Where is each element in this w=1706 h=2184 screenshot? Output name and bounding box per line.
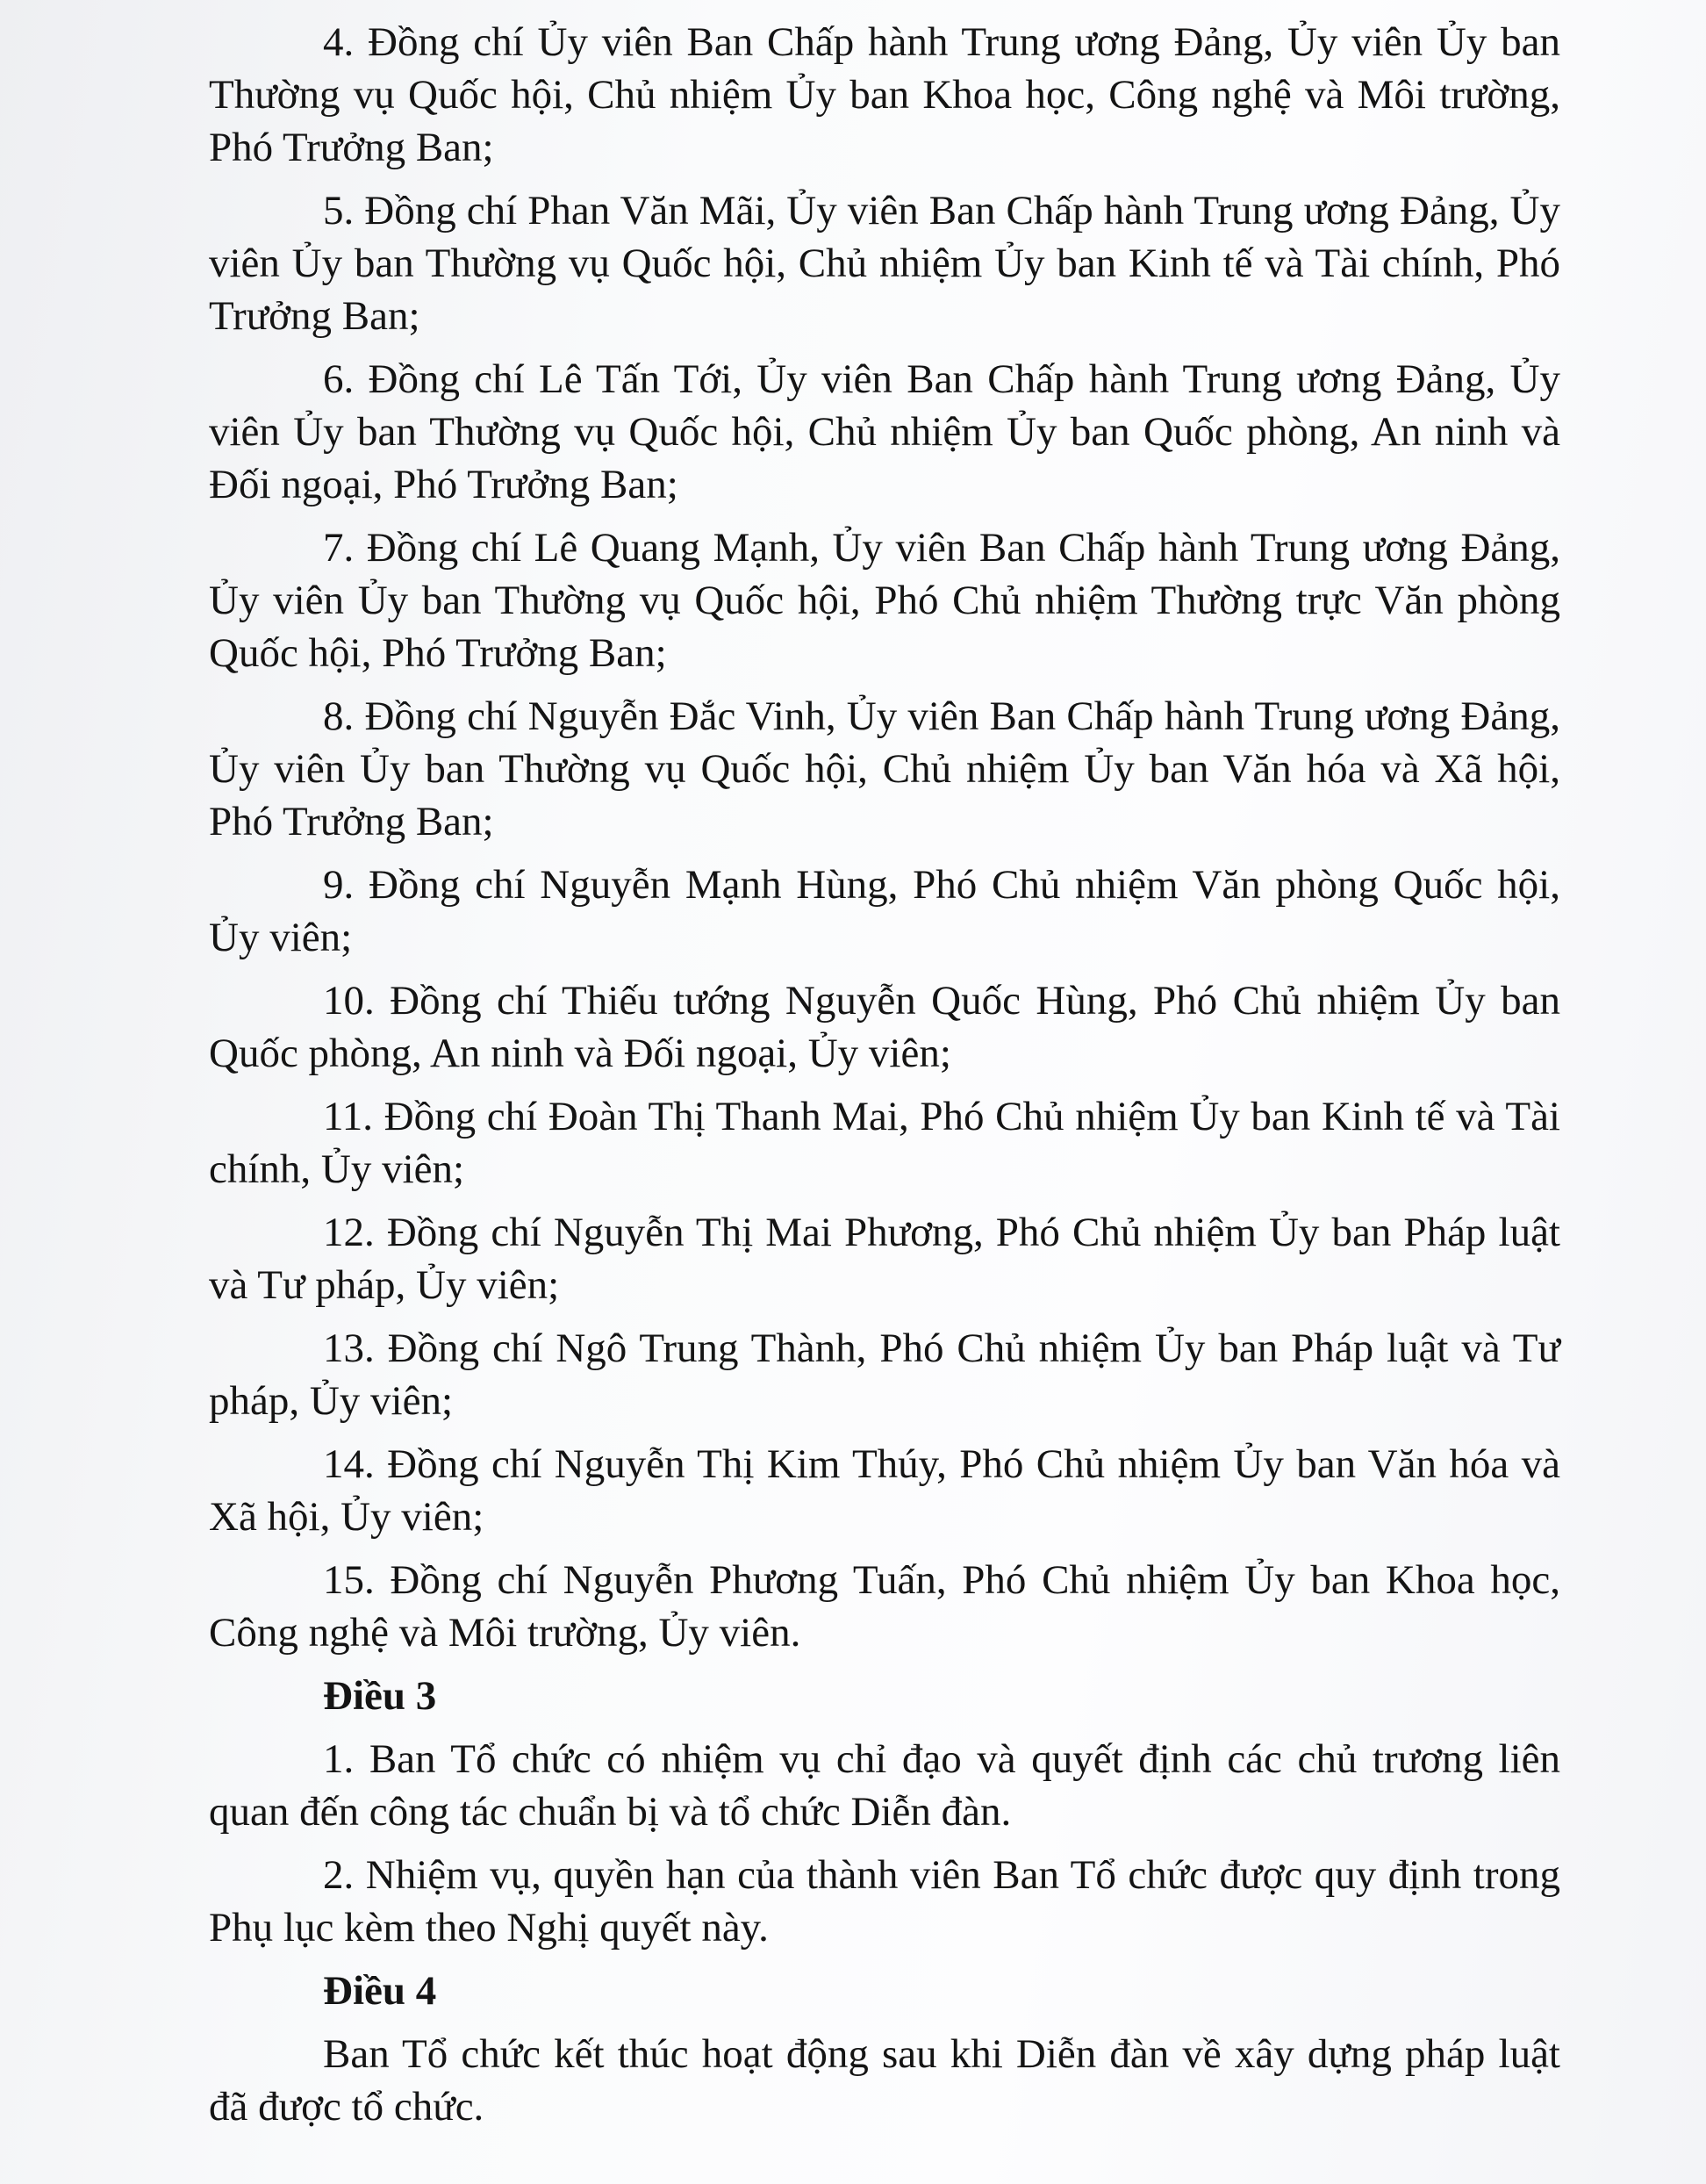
member-item-8: 8. Đồng chí Nguyễn Đắc Vinh, Ủy viên Ban Chấp hành Trung ương Đảng, Ủy viên Ủy ban Thường vụ Quốc hội, Chủ nhiệm Ủy ban Văn hóa và Xã hội, Phó Trưởng Ban;: [209, 693, 1560, 844]
member-item-10: 10. Đồng chí Thiếu tướng Nguyễn Quốc Hùng, Phó Chủ nhiệm Ủy ban Quốc phòng, An ninh và Đối ngoại, Ủy viên;: [209, 978, 1560, 1076]
member-item-9: 9. Đồng chí Nguyễn Mạnh Hùng, Phó Chủ nhiệm Văn phòng Quốc hội, Ủy viên;: [209, 862, 1560, 960]
member-item-15: 15. Đồng chí Nguyễn Phương Tuấn, Phó Chủ nhiệm Ủy ban Khoa học, Công nghệ và Môi trường, Ủy viên.: [209, 1557, 1560, 1656]
member-item-4: 4. Đồng chí Ủy viên Ban Chấp hành Trung ương Đảng, Ủy viên Ủy ban Thường vụ Quốc hội, Chủ nhiệm Ủy ban Khoa học, Công nghệ và Môi trường, Phó Trưởng Ban;: [209, 19, 1560, 170]
document-body: [209, 16, 1560, 2144]
member-item-7: 7. Đồng chí Lê Quang Mạnh, Ủy viên Ban Chấp hành Trung ương Đảng, Ủy viên Ủy ban Thường vụ Quốc hội, Phó Chủ nhiệm Thường trực Văn phòng Quốc hội, Phó Trưởng Ban;: [209, 525, 1560, 676]
member-item-13: 13. Đồng chí Ngô Trung Thành, Phó Chủ nhiệm Ủy ban Pháp luật và Tư pháp, Ủy viên;: [209, 1325, 1560, 1424]
member-item-14: 14. Đồng chí Nguyễn Thị Kim Thúy, Phó Chủ nhiệm Ủy ban Văn hóa và Xã hội, Ủy viên;: [209, 1441, 1560, 1540]
article-3-item-1: 1. Ban Tổ chức có nhiệm vụ chỉ đạo và quyết định các chủ trương liên quan đến công tác chuẩn bị và tổ chức Diễn đàn.: [209, 1736, 1560, 1835]
article-4-heading: Điều 4: [323, 1968, 437, 2014]
article-3-heading: Điều 3: [323, 1673, 437, 1719]
member-item-5: 5. Đồng chí Phan Văn Mãi, Ủy viên Ban Chấp hành Trung ương Đảng, Ủy viên Ủy ban Thường vụ Quốc hội, Chủ nhiệm Ủy ban Kinh tế và Tài chính, Phó Trưởng Ban;: [209, 188, 1560, 339]
article-3-item-2: 2. Nhiệm vụ, quyền hạn của thành viên Ban Tổ chức được quy định trong Phụ lục kèm theo Nghị quyết này.: [209, 1852, 1560, 1951]
article-4-text: Ban Tổ chức kết thúc hoạt động sau khi Diễn đàn về xây dựng pháp luật đã được tổ chức.: [209, 2031, 1560, 2130]
member-item-6: 6. Đồng chí Lê Tấn Tới, Ủy viên Ban Chấp hành Trung ương Đảng, Ủy viên Ủy ban Thường vụ Quốc hội, Chủ nhiệm Ủy ban Quốc phòng, An ninh và Đối ngoại, Phó Trưởng Ban;: [209, 356, 1560, 507]
member-item-12: 12. Đồng chí Nguyễn Thị Mai Phương, Phó Chủ nhiệm Ủy ban Pháp luật và Tư pháp, Ủy viên;: [209, 1210, 1560, 1308]
member-item-11: 11. Đồng chí Đoàn Thị Thanh Mai, Phó Chủ nhiệm Ủy ban Kinh tế và Tài chính, Ủy viên;: [209, 1094, 1560, 1192]
